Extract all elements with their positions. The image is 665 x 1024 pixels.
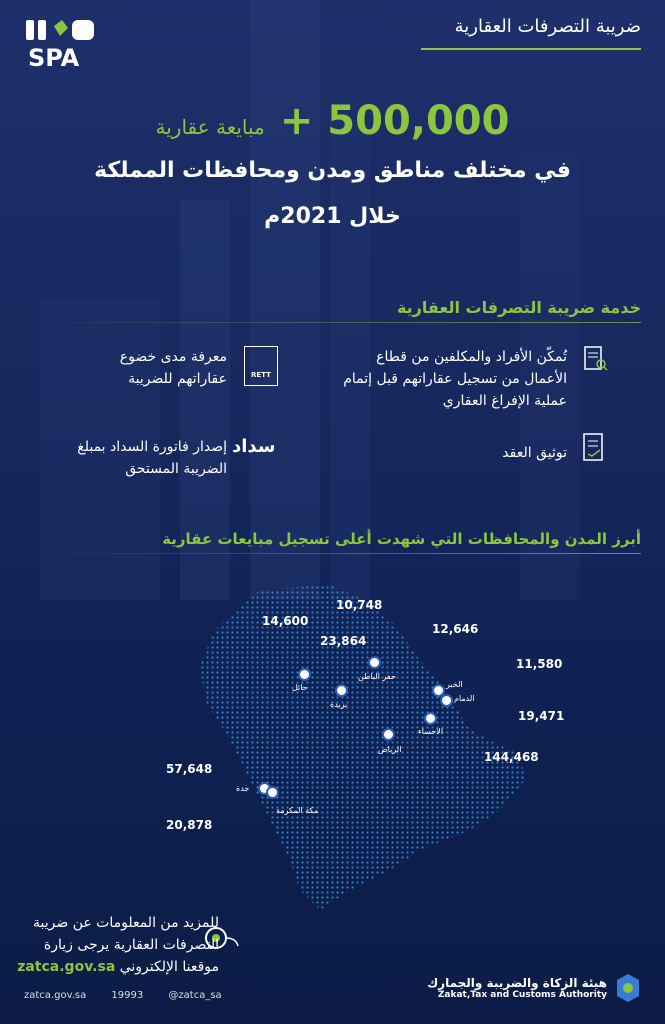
- headline-line3: خلال 2021م: [264, 204, 401, 229]
- sales-unit: مبايعة عقارية: [155, 115, 265, 139]
- footer-handle[interactable]: @zatca_sa: [168, 990, 222, 1001]
- city-label: الخبر: [446, 680, 463, 689]
- city-label: بريدة: [330, 700, 348, 709]
- city-label: جدة: [236, 784, 250, 793]
- pin-hafr: [368, 656, 381, 669]
- footer-site[interactable]: zatca.gov.sa: [24, 990, 87, 1001]
- city-value: 57,648: [166, 762, 213, 776]
- pin-ahsa: [424, 712, 437, 725]
- headline-line2: في مختلف مناطق ومدن ومحافظات المملكة: [94, 158, 571, 183]
- footer: [24, 990, 244, 1001]
- service-title: خدمة ضريبة التصرفات العقارية: [396, 298, 641, 317]
- city-value: 20,878: [166, 818, 213, 832]
- city-label: الدمام: [454, 694, 475, 703]
- headline-number: [0, 98, 665, 144]
- title-underline: [421, 48, 641, 50]
- map-title: أبرز المدن والمحافظات التي شهدت أعلى تسجيل مبايعات عقارية: [162, 530, 641, 548]
- zatca-logo: هيئة الزكاة والضريبة والجمارك Zakat,Tax and Customs Authority: [427, 972, 641, 1004]
- service-divider: [24, 322, 641, 323]
- city-label: حفر الباطن: [358, 672, 396, 681]
- sadad-logo-icon: سداد: [232, 436, 276, 457]
- city-value: 12,646: [432, 622, 479, 636]
- footer-phone: 19993: [111, 990, 144, 1001]
- website-link[interactable]: zatca.gov.sa: [17, 959, 116, 975]
- rett-logo-icon: RETT: [244, 346, 278, 386]
- city-value: 10,748: [336, 598, 383, 612]
- contract-icon: [580, 432, 608, 468]
- city-label: الرياض: [378, 745, 402, 754]
- saudi-map: [0, 570, 665, 930]
- spa-logo: [24, 18, 98, 72]
- pin-hail: [298, 668, 311, 681]
- service-item-invoice: إصدار فاتورة السداد بمبلغ الضريبة المستحق: [77, 439, 227, 477]
- city-value: 11,580: [516, 657, 563, 671]
- page-title: ضريبة التصرفات العقارية: [454, 16, 641, 37]
- pin-buraidah: [335, 684, 348, 697]
- svg-text:SPA: SPA: [28, 44, 80, 72]
- service-item-document: توثيق العقد: [502, 445, 567, 461]
- document-search-icon: [580, 344, 610, 378]
- city-label: الاحساء: [418, 727, 444, 736]
- service-item-register: تُمكّن الأفراد والمكلفين من قطاع الأعمال من تسجيل عقاراتهم قبل إتمام عملية الإفراغ العقاري: [343, 349, 567, 409]
- map-divider: [24, 553, 641, 554]
- service-item-taxability: معرفة مدى خضوع عقاراتهم للضريبة: [119, 349, 227, 387]
- city-label: حائل: [292, 683, 308, 692]
- info-block: للمزيد من المعلومات عن ضريبة التصرفات العقارية يرجى زيارة موقعنا الإلكتروني zatca.gov.sa: [17, 915, 219, 975]
- city-value: 14,600: [262, 614, 309, 628]
- pin-riyadh: [382, 728, 395, 741]
- pin-dammam: [440, 694, 453, 707]
- pin-makkah: [266, 786, 279, 799]
- city-value: 23,864: [320, 634, 367, 648]
- zatca-emblem-icon: [615, 972, 641, 1004]
- city-label: مكة المكرمة: [276, 806, 319, 815]
- city-value: 19,471: [518, 709, 565, 723]
- sales-count: + 500,000: [279, 98, 510, 144]
- city-value: 144,468: [484, 750, 539, 764]
